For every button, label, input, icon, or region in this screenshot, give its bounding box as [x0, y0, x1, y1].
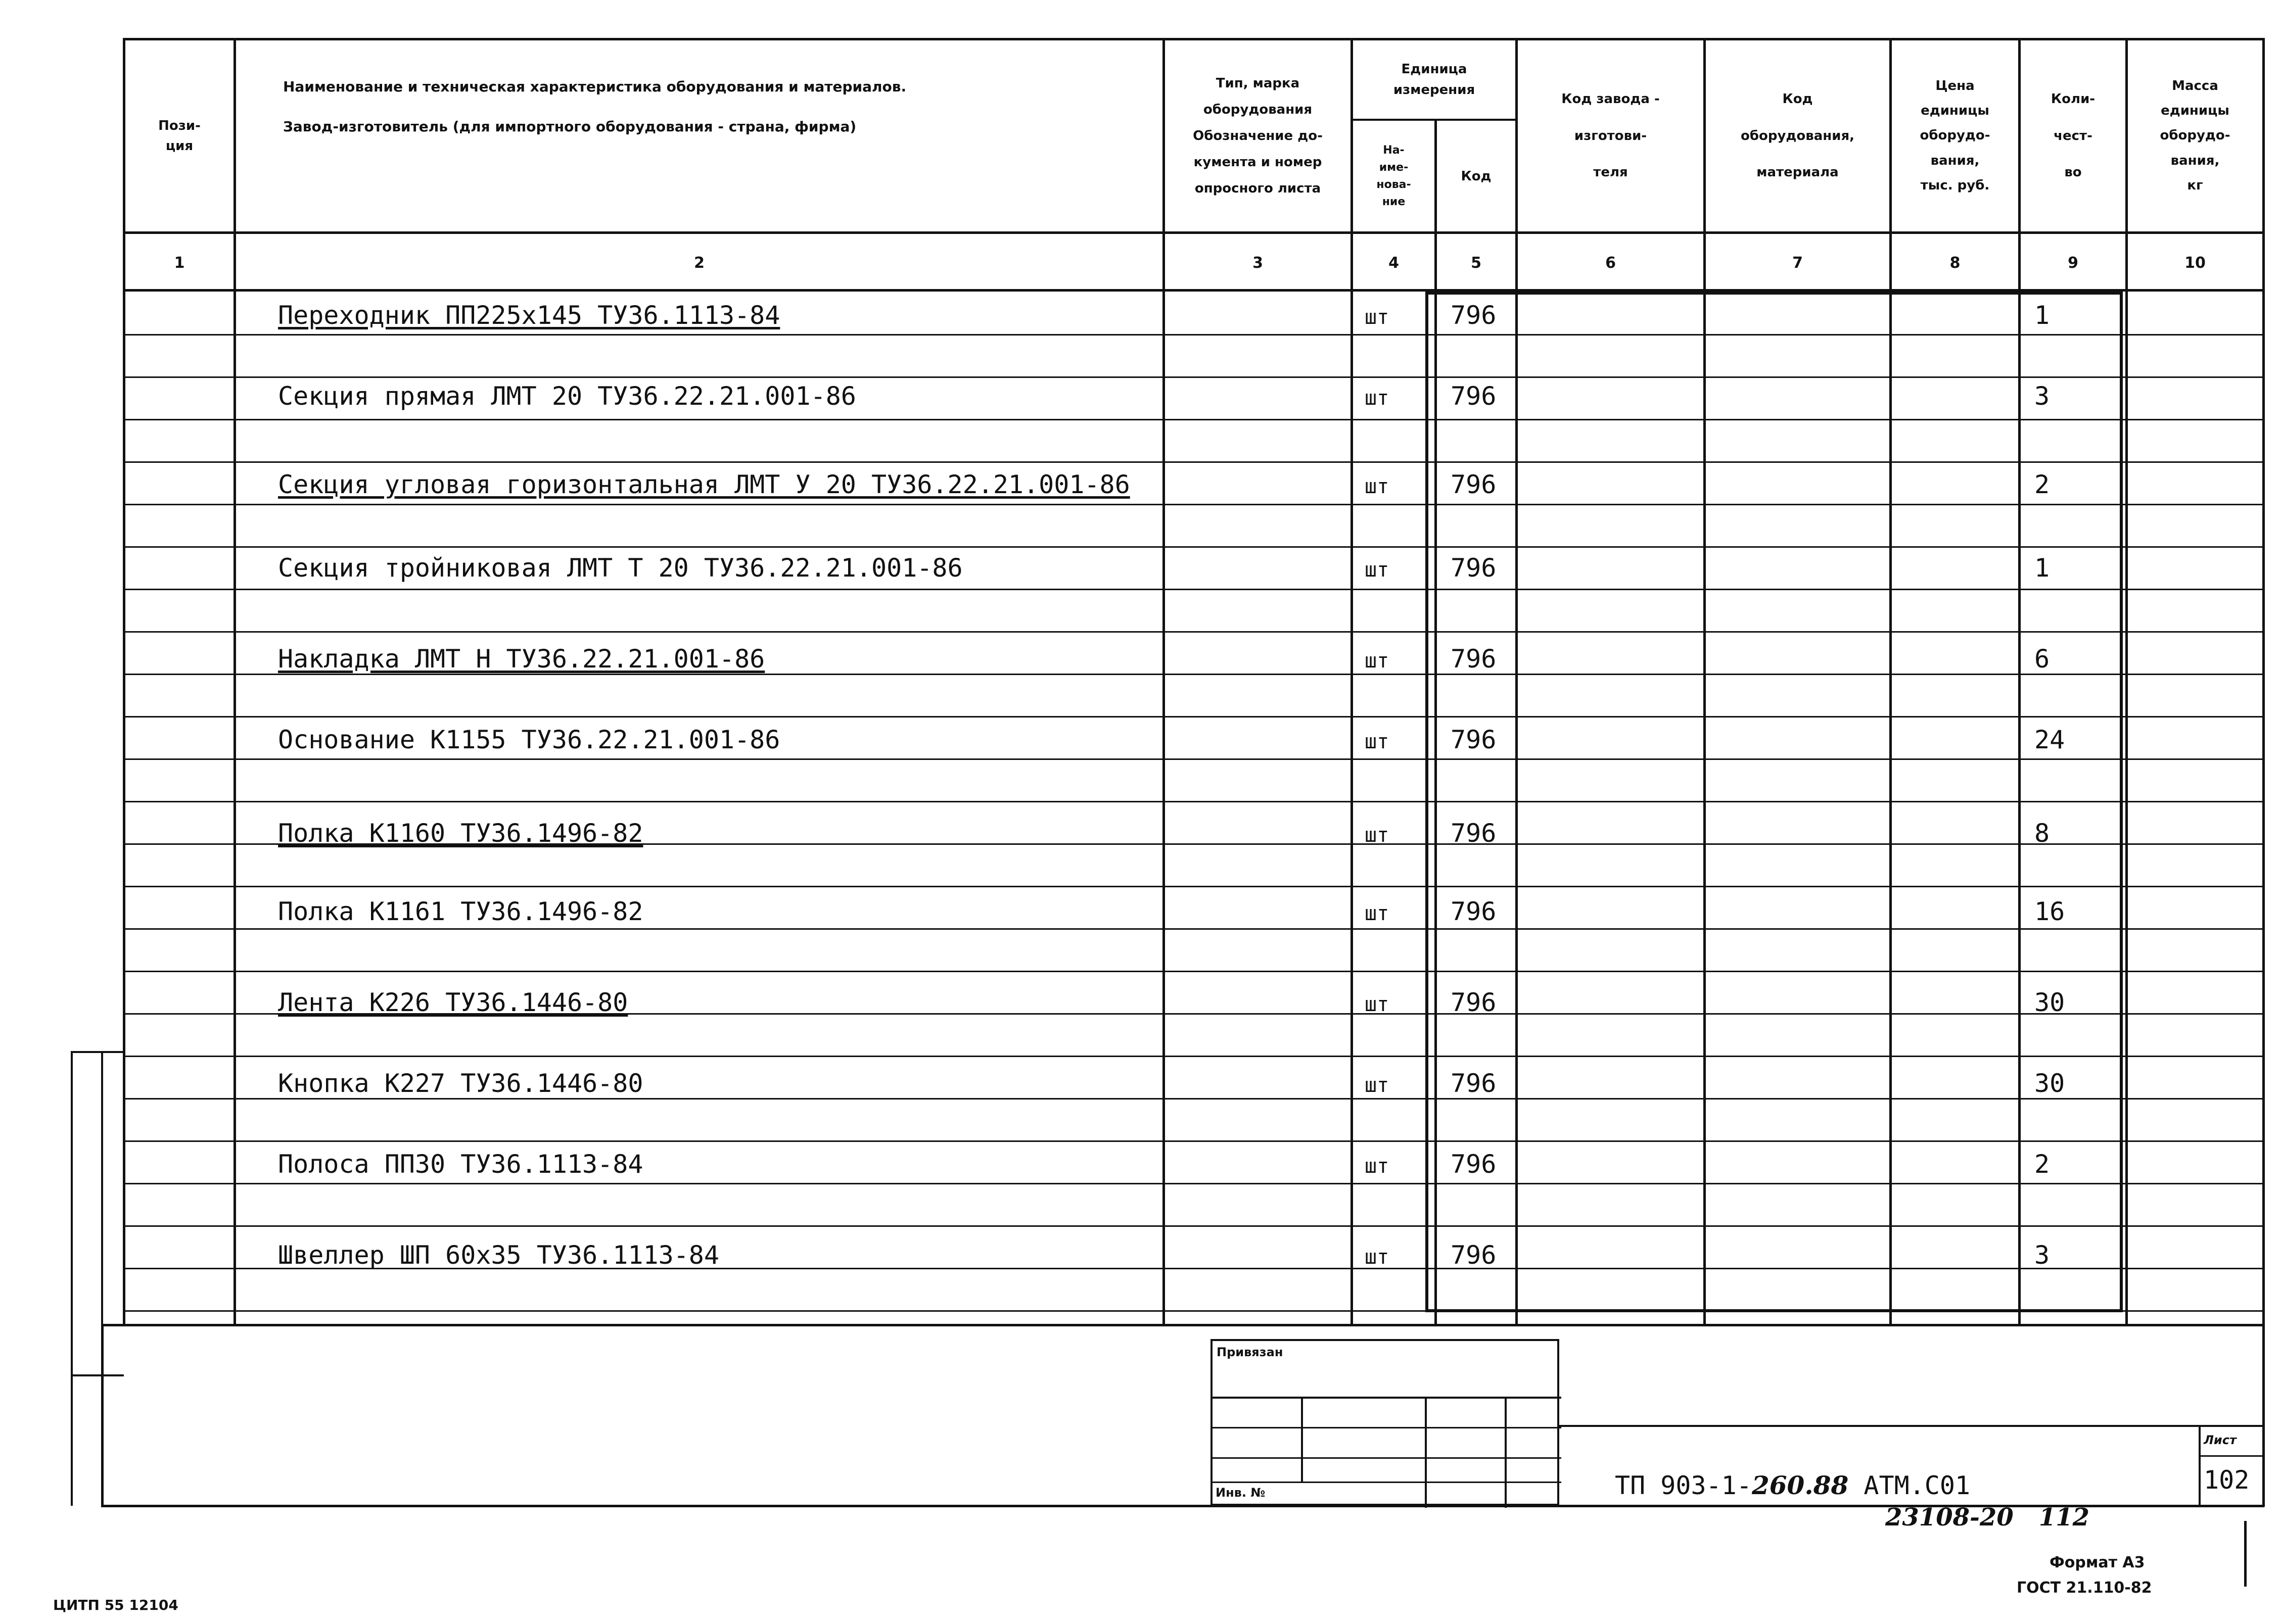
column-number-5: 5 [1471, 254, 1481, 272]
handwritten-note: 23108-20 112 [1885, 1503, 2090, 1532]
sheet-label: Лист [2204, 1433, 2237, 1447]
header-price: Цена единицы оборудо- вания, тыс. руб. [1920, 78, 1990, 194]
unit-code: 796 [1451, 1240, 1497, 1270]
table-bottom-line [101, 1324, 2264, 1326]
code-block-outline [1425, 292, 2123, 1312]
item-name: Секция угловая горизонтальная ЛМТ У 20 ТУ36.22.21.001-86 [278, 470, 1130, 499]
quantity: 16 [2034, 897, 2065, 926]
doc-suffix: АТМ.С01 [1848, 1471, 1971, 1500]
unit-name: шт [1365, 387, 1389, 410]
header-equipment-code: Код оборудования, материала [1740, 91, 1855, 180]
sheet-cell-split [2199, 1455, 2264, 1457]
sheet-number: 102 [2204, 1465, 2250, 1495]
header-name [283, 76, 1142, 162]
stamp-vline-1 [1301, 1397, 1303, 1483]
unit-code: 796 [1451, 381, 1497, 411]
unit-name: шт [1365, 730, 1389, 753]
header-unit-code: Код [1461, 168, 1492, 184]
item-name: Переходник ПП225х145 ТУ36.1113-84 [278, 301, 780, 330]
doc-handwritten-number: 260.88 [1751, 1470, 1849, 1500]
unit-name: шт [1365, 1246, 1389, 1269]
stamp-hline-3 [1213, 1457, 1561, 1459]
quantity: 30 [2034, 988, 2065, 1017]
quantity: 3 [2034, 381, 2050, 411]
document-designation [1615, 1470, 1970, 1500]
unit-code: 796 [1451, 819, 1497, 848]
header-unit-name: На- име- нова- ние [1376, 144, 1411, 209]
unit-name: шт [1365, 824, 1389, 847]
item-name: Накладка ЛМТ Н ТУ36.22.21.001-86 [278, 644, 765, 674]
unit-name: шт [1365, 649, 1389, 673]
header-name-line2: Завод-изготовитель (для импортного оборудования - страна, фирма) [283, 118, 857, 135]
unit-name: шт [1365, 306, 1389, 329]
stamp-hline-1 [1213, 1397, 1561, 1399]
quantity: 1 [2034, 301, 2050, 330]
frame-right-line [2262, 1324, 2265, 1507]
right-margin-mark [2244, 1521, 2247, 1587]
sheet-cell-left [2199, 1425, 2201, 1506]
unit-name: шт [1365, 993, 1389, 1016]
unit-code: 796 [1451, 988, 1497, 1017]
gost-label: ГОСТ 21.110-82 [2017, 1579, 2152, 1597]
format-label: Формат А3 [2050, 1554, 2145, 1571]
stamp-vline-3 [1505, 1397, 1507, 1508]
binding-strip-left [71, 1051, 73, 1506]
header-bottom-line [123, 231, 2264, 234]
approval-stamp [1211, 1339, 1559, 1506]
stamp-hline-4 [1213, 1482, 1561, 1483]
column-number-10: 10 [2184, 254, 2206, 272]
quantity: 1 [2034, 553, 2050, 583]
unit-name: шт [1365, 1155, 1389, 1178]
unit-code: 796 [1451, 553, 1497, 583]
item-name: Секция тройниковая ЛМТ Т 20 ТУ36.22.21.001-86 [278, 553, 963, 583]
unit-code: 796 [1451, 1150, 1497, 1179]
unit-name: шт [1365, 902, 1389, 925]
vline-1 [234, 38, 236, 1326]
quantity: 6 [2034, 644, 2050, 674]
quantity: 3 [2034, 1240, 2050, 1270]
quantity: 24 [2034, 725, 2065, 754]
column-number-1: 1 [174, 254, 185, 272]
quantity: 8 [2034, 819, 2050, 848]
header-mass: Масса единицы оборудо- вания, кг [2160, 78, 2230, 194]
column-number-2: 2 [694, 254, 705, 272]
stamp-vline-2 [1425, 1397, 1427, 1508]
item-name: Кнопка К227 ТУ36.1446-80 [278, 1069, 643, 1098]
column-number-3: 3 [1252, 254, 1263, 272]
column-number-4: 4 [1388, 254, 1399, 272]
header-unit-group: Единица измерения [1393, 62, 1475, 98]
unit-code: 796 [1451, 897, 1497, 926]
unit-code: 796 [1451, 644, 1497, 674]
binding-strip-mid [71, 1374, 124, 1376]
column-number-9: 9 [2068, 254, 2078, 272]
quantity: 2 [2034, 1150, 2050, 1179]
unit-code: 796 [1451, 725, 1497, 754]
item-name: Швеллер ШП 60х35 ТУ36.1113-84 [278, 1240, 719, 1270]
inv-number-label: Инв. № [1216, 1486, 1266, 1500]
item-name: Полка К1160 ТУ36.1496-82 [278, 819, 643, 848]
unit-name: шт [1365, 475, 1389, 498]
column-number-8: 8 [1949, 254, 1961, 272]
header-plant-code: Код завода - изготови- теля [1561, 91, 1660, 180]
quantity: 2 [2034, 470, 2050, 499]
unit-name: шт [1365, 1074, 1389, 1097]
item-name: Лента К226 ТУ36.1446-80 [278, 988, 628, 1017]
item-name: Полка К1161 ТУ36.1496-82 [278, 897, 643, 926]
frame-left-line [101, 1324, 104, 1507]
unit-group-split [1351, 119, 1517, 121]
binding-strip-top [71, 1051, 124, 1053]
header-position: Пози- ция [158, 118, 201, 154]
doc-prefix: ТП 903-1- [1615, 1471, 1752, 1500]
item-name: Полоса ПП30 ТУ36.1113-84 [278, 1150, 643, 1179]
publisher-code: ЦИТП 55 12104 [53, 1597, 178, 1613]
header-name-line1: Наименование и техническая характеристика оборудования и материалов. [283, 78, 907, 95]
column-number-7: 7 [1792, 254, 1803, 272]
item-name: Секция прямая ЛМТ 20 ТУ36.22.21.001-86 [278, 381, 856, 411]
header-type: Тип, марка оборудования Обозначение до- кумента и номер опросного листа [1193, 76, 1323, 196]
stamp-hline-2 [1213, 1427, 1561, 1428]
unit-code: 796 [1451, 470, 1497, 499]
unit-code: 796 [1451, 1069, 1497, 1098]
header-quantity: Коли- чест- во [2051, 91, 2096, 180]
unit-code: 796 [1451, 301, 1497, 330]
title-block-top-line [1559, 1425, 2264, 1427]
privyazan-label: Привязан [1217, 1345, 1283, 1359]
quantity: 30 [2034, 1069, 2065, 1098]
vline-10 [2262, 38, 2265, 1326]
item-name: Основание К1155 ТУ36.22.21.001-86 [278, 725, 780, 754]
column-number-6: 6 [1605, 254, 1616, 272]
unit-name: шт [1365, 558, 1389, 582]
